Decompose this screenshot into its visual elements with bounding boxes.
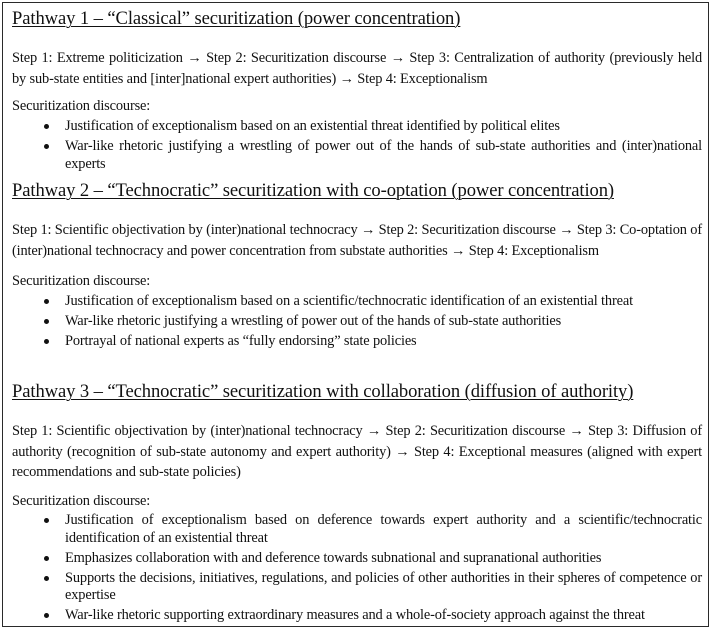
bullet-icon (44, 613, 49, 618)
list-item (12, 333, 702, 351)
list-item (12, 607, 702, 625)
bullet-icon (44, 124, 49, 129)
pathway-1-steps: Step 1: Extreme politicization → Step 2: Securitization discourse → Step 3: Centralization of authority (previously held by sub-state entities and [inter]national expert authorities) → Step 4: Exceptionalism (12, 50, 702, 87)
pathways-table (2, 2, 709, 627)
bullet-text: War-like rhetoric justifying a wrestling of power out of the hands of sub-state authorities (65, 313, 562, 329)
list-item (12, 118, 702, 136)
pathway-3-bullet-list (12, 512, 702, 627)
bullet-icon (44, 339, 49, 344)
pathway-2-steps: Step 1: Scientific objectivation by (inter)national technocracy → Step 2: Securitization discourse → Step 3: Co-optation of (inter)national technocracy and power concentration from substate authorities → Step 4: Exceptionalism (12, 222, 702, 259)
bullet-text: Portrayal of national experts as “fully endorsing” state policies (65, 333, 417, 349)
bullet-text: War-like rhetoric supporting extraordinary measures and a whole-of-society approach against the threat (65, 607, 645, 623)
list-item (12, 550, 702, 568)
bullet-icon (44, 319, 49, 324)
bullet-text: Supports the decisions, initiatives, regulations, and policies of other authorities in their spheres of competence or expertise (65, 569, 702, 603)
pathway-3-discourse-label: Securitization discourse: (12, 493, 151, 509)
pathway-2-bullet-list (12, 293, 702, 353)
pathway-2-title: Pathway 2 – “Technocratic” securitization with co-optation (power concentration) (12, 180, 614, 201)
list-item (12, 293, 702, 311)
bullet-icon (44, 299, 49, 304)
pathway-1-bullet-list (12, 118, 702, 176)
pathway-1-title: Pathway 1 – “Classical” securitization (power concentration) (12, 8, 461, 29)
bullet-text: Justification of exceptionalism based on an existential threat identified by political elites (65, 118, 560, 134)
bullet-icon (44, 144, 49, 149)
pathway-3-title: Pathway 3 – “Technocratic” securitization with collaboration (diffusion of authority) (12, 381, 634, 402)
pathway-2-discourse-label: Securitization discourse: (12, 273, 151, 289)
pathway-3-steps: Step 1: Scientific objectivation by (inter)national technocracy → Step 2: Securitization discourse → Step 3: Diffusion of authority (recognition of sub-state autonomy and expert authority) → Step 4: Exceptional measures (aligned with expert recommendations and sub-state policies) (12, 423, 702, 480)
bullet-text: War-like rhetoric justifying a wrestling of power out of the hands of sub-state authorities and (inter)national experts (65, 138, 702, 172)
bullet-icon (44, 576, 49, 581)
bullet-text: Justification of exceptionalism based on deference towards expert authority and a scientific/technocratic identification of an existential threat (65, 512, 702, 546)
list-item (12, 313, 702, 331)
pathway-1-discourse-label: Securitization discourse: (12, 98, 151, 114)
bullet-text: Emphasizes collaboration with and deference towards subnational and supranational authorities (65, 549, 602, 566)
list-item (12, 138, 702, 173)
list-item (12, 570, 702, 605)
list-item (12, 512, 702, 547)
bullet-icon (44, 518, 49, 523)
bullet-icon (44, 556, 49, 561)
bullet-text: Justification of exceptionalism based on a scientific/technocratic identification of an existential threat (65, 293, 633, 309)
